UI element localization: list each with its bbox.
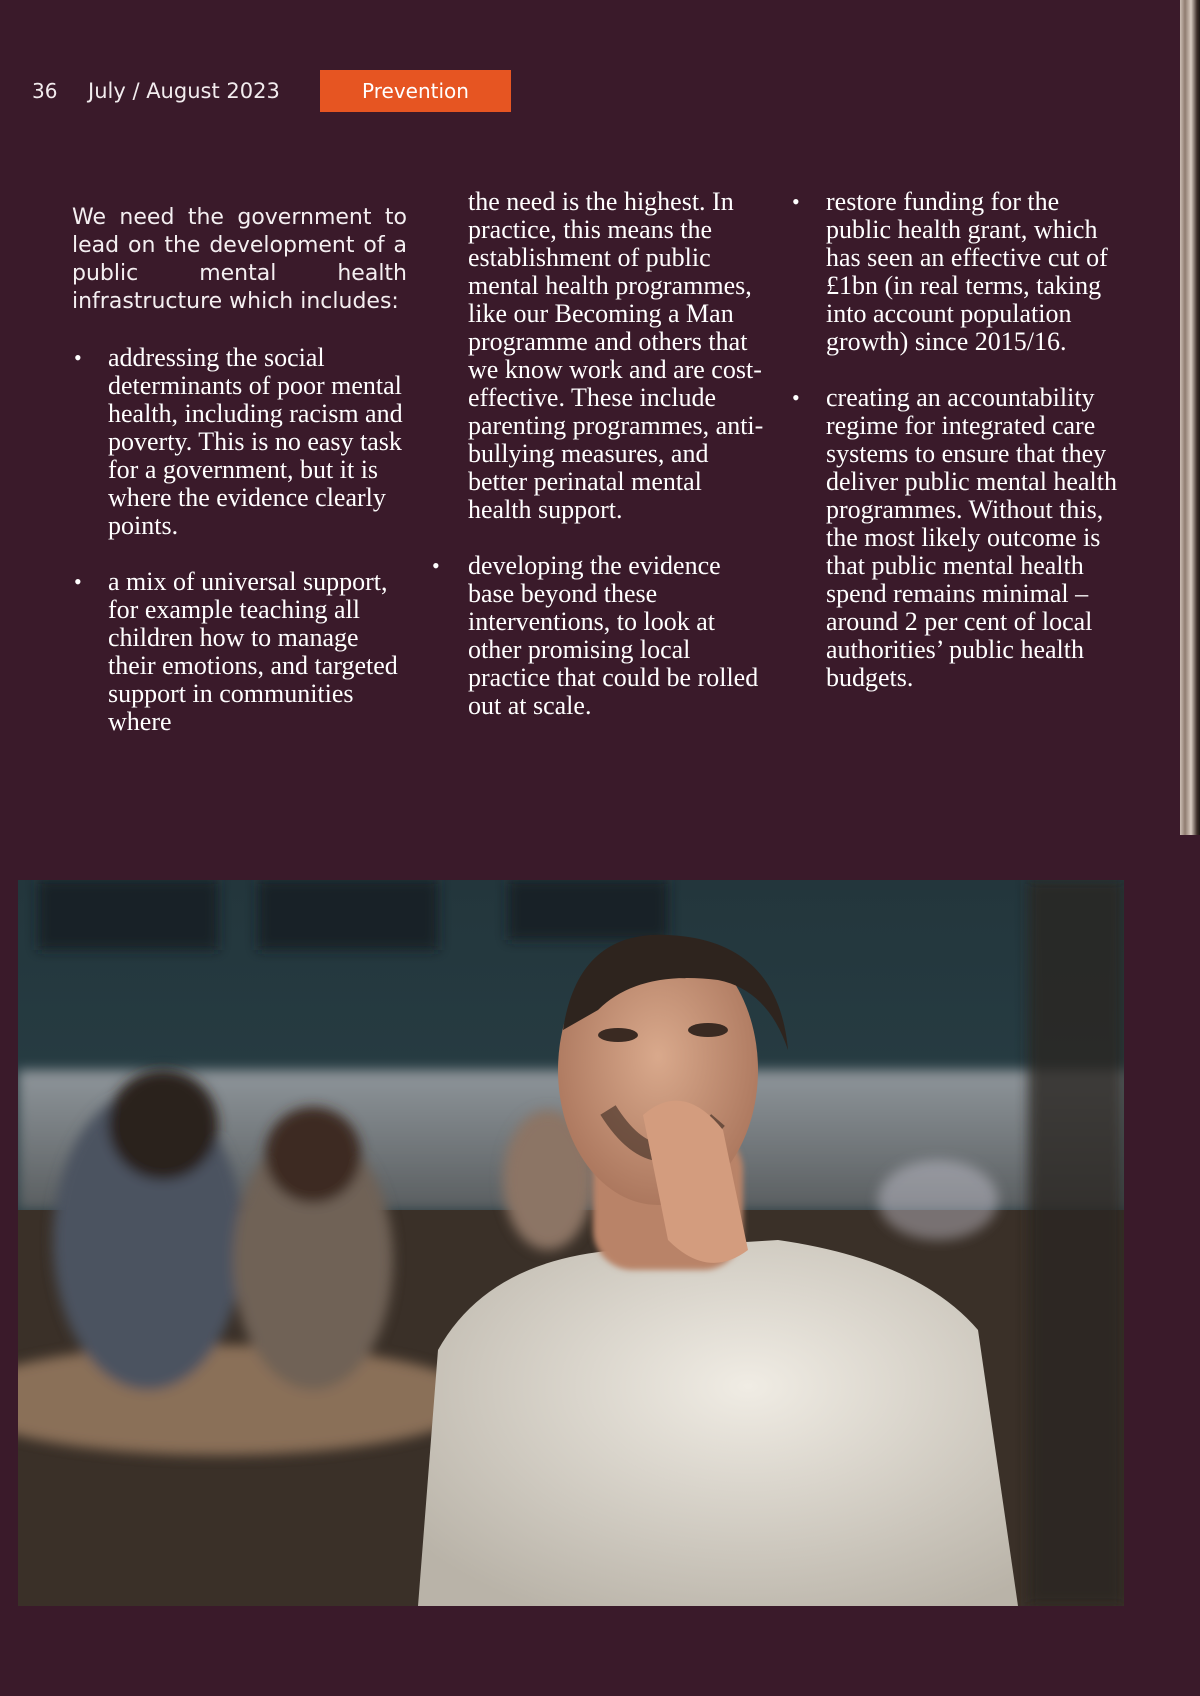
- page-header: [0, 70, 600, 112]
- text-column-3: [790, 188, 1120, 692]
- bullet-list: [790, 188, 1120, 692]
- page-number: 36: [32, 79, 58, 103]
- text-column-1: [72, 188, 407, 736]
- bullet-icon: •: [74, 345, 82, 370]
- bullet-icon: •: [432, 553, 440, 578]
- continuation-paragraph: the need is the highest. In practice, this means the establishment of public mental health programmes, like our Becoming a Man programme and others that we know work and are cost-effective. These include parenting programmes, anti-bullying measures, and better perinatal mental health support.: [468, 187, 764, 524]
- list-item-text: a mix of universal support, for example teaching all children how to manage their emotions, and targeted support in communities where: [108, 567, 398, 736]
- list-item-text: restore funding for the public health grant, which has seen an effective cut of £1bn (in real terms, taking into account population growth) since 2015/16.: [826, 187, 1108, 356]
- list-item-text: developing the evidence base beyond these interventions, to look at other promising local practice that could be rolled out at scale.: [468, 551, 759, 720]
- adjacent-page-edge: [1180, 0, 1200, 835]
- list-item-text: creating an accountability regime for integrated care systems to ensure that they deliver public mental health programmes. Without this, the most likely outcome is that public mental health spend remains minimal – around 2 per cent of local authorities’ public health budgets.: [826, 383, 1117, 692]
- intro-paragraph: We need the government to lead on the development of a public mental health infrastructure which includes:: [72, 205, 407, 314]
- list-item: [72, 568, 407, 736]
- section-tag: Prevention: [320, 70, 511, 112]
- bullet-icon: •: [74, 569, 82, 594]
- man-in-cafe-photo: [18, 880, 1124, 1606]
- list-item: [790, 384, 1120, 692]
- list-item: [72, 344, 407, 540]
- list-item: [790, 188, 1120, 356]
- bullet-list: [72, 344, 407, 736]
- list-item: [430, 552, 770, 720]
- issue-date: July / August 2023: [88, 79, 280, 103]
- bullet-icon: •: [792, 385, 800, 410]
- list-item-text: addressing the social determinants of poor mental health, including racism and poverty. This is no easy task for a government, but it is where the evidence clearly points.: [108, 343, 403, 540]
- bullet-icon: •: [792, 189, 800, 214]
- text-column-2: [430, 188, 770, 720]
- bullet-list: [432, 551, 770, 720]
- photo-illustration: [18, 880, 1124, 1606]
